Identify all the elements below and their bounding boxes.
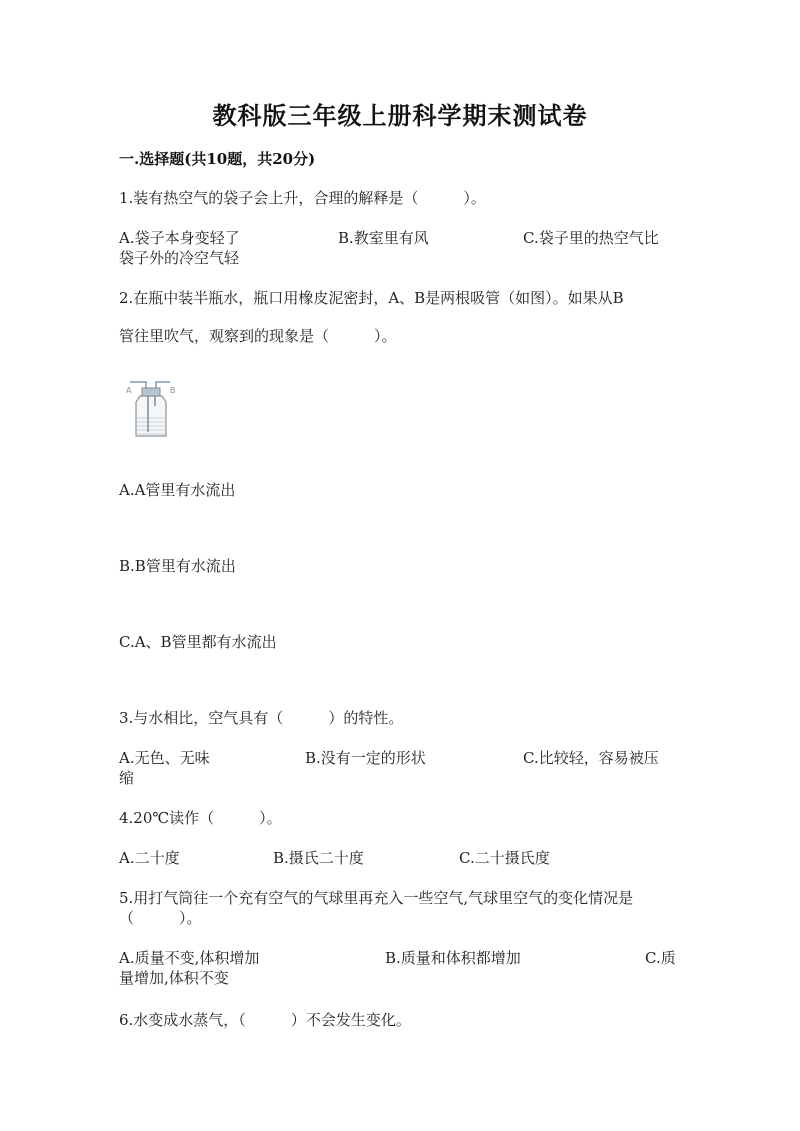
question-1-option-c-continued: 袋子外的冷空气轻 [119,249,240,267]
stopper [142,388,160,396]
question-1-stem: 1.装有热空气的袋子会上升，合理的解释是（ ）。 [119,189,486,207]
question-1-option-a: A.袋子本身变轻了 [119,229,240,247]
question-5-stem-line-2: （ ）。 [119,909,202,927]
question-4-option-a: A.二十度 [119,849,180,867]
question-4-option-b: B.摄氏二十度 [273,849,364,867]
figure-label-a: A [126,386,132,395]
question-5-option-b: B.质量和体积都增加 [385,949,521,967]
question-2-stem-line-1: 2.在瓶中装半瓶水，瓶口用橡皮泥密封，A、B是两根吸管（如图）。如果从B [119,289,624,307]
question-1-option-b: B.教室里有风 [338,229,429,247]
bottle-with-straws-figure [120,378,182,440]
question-2-option-c: C.A、B管里都有水流出 [119,633,277,651]
straw-b [156,382,170,388]
section-heading: 一.选择题(共10题，共20分) [119,150,316,168]
question-3-option-b: B.没有一定的形状 [305,749,426,767]
question-5-option-c-continued: 量增加,体积不变 [119,969,229,987]
question-5-option-a: A.质量不变,体积增加 [119,949,260,967]
question-3-option-c-continued: 缩 [119,769,135,787]
question-5-option-c: C.质 [645,949,676,967]
question-3-option-a: A.无色、无味 [119,749,210,767]
question-4-stem: 4.20℃读作（ ）。 [119,809,282,827]
question-4-option-c: C.二十摄氏度 [459,849,550,867]
question-2-option-b: B.B管里有水流出 [119,557,236,575]
figure-label-b: B [170,386,176,395]
question-3-option-c: C.比较轻，容易被压 [523,749,659,767]
question-2-stem-line-2: 管往里吹气，观察到的现象是（ ）。 [119,327,397,345]
exam-title: 教科版三年级上册科学期末测试卷 [212,101,588,130]
question-3-stem: 3.与水相比，空气具有（ ）的特性。 [119,709,404,727]
question-6-stem: 6.水变成水蒸气，（ ）不会发生变化。 [119,1011,411,1029]
question-1-option-c: C.袋子里的热空气比 [523,229,659,247]
question-5-stem-line-1: 5.用打气筒往一个充有空气的气球里再充入一些空气,气球里空气的变化情况是 [119,889,634,907]
question-2-option-a: A.A管里有水流出 [119,481,236,499]
straw-a [130,382,146,388]
